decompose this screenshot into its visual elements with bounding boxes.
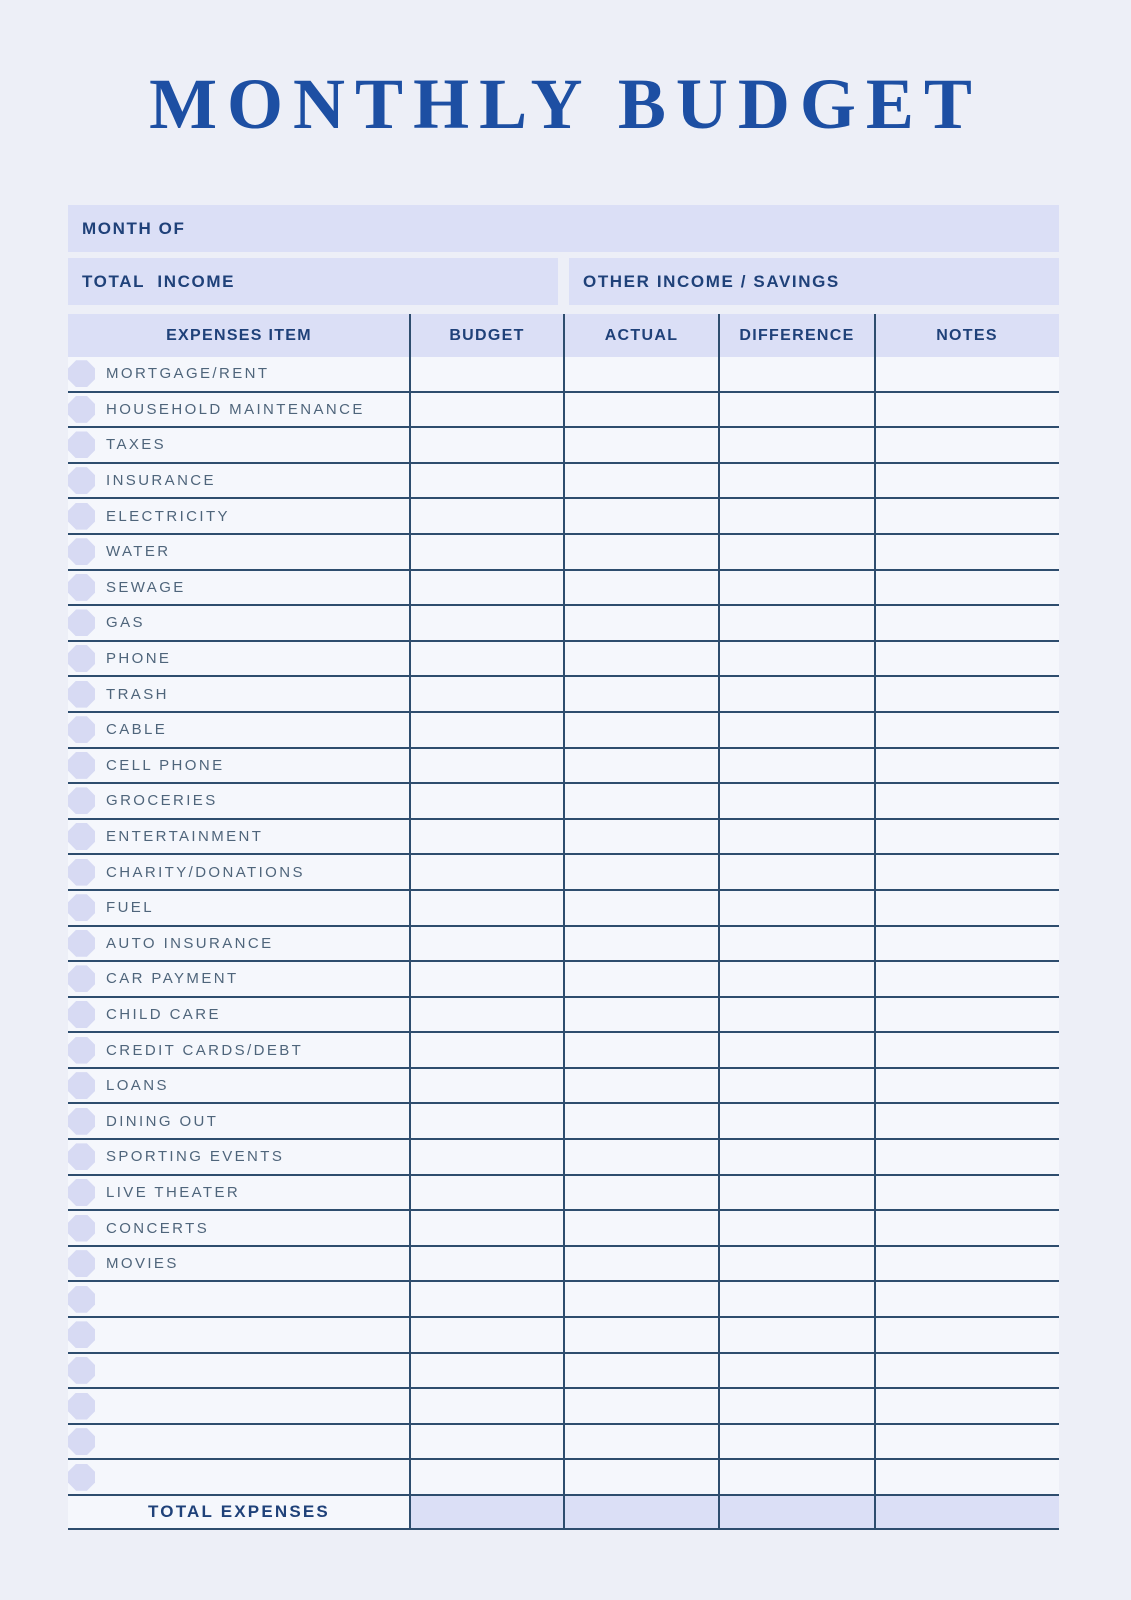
budget-cell[interactable] <box>410 713 564 747</box>
notes-cell[interactable] <box>875 998 1059 1032</box>
other-income-savings-field[interactable] <box>569 258 1059 305</box>
expense-item-cell <box>68 1425 410 1459</box>
expense-item-cell <box>68 1282 410 1316</box>
bullet-icon <box>68 681 95 708</box>
difference-cell[interactable] <box>719 1033 875 1067</box>
budget-cell[interactable] <box>410 677 564 711</box>
bullet-icon <box>68 1321 95 1348</box>
expense-item-label: PHONE <box>106 650 172 668</box>
budget-cell[interactable] <box>410 1318 564 1352</box>
notes-cell[interactable] <box>875 393 1059 427</box>
total-notes-cell[interactable] <box>875 1496 1059 1528</box>
difference-cell[interactable] <box>719 962 875 996</box>
difference-cell[interactable] <box>719 1247 875 1281</box>
actual-cell[interactable] <box>564 1318 719 1352</box>
expense-item-cell <box>68 1318 410 1352</box>
month-of-label: MONTH OF <box>82 218 186 238</box>
budget-cell[interactable] <box>410 962 564 996</box>
notes-cell[interactable] <box>875 1389 1059 1423</box>
expense-item-label: CHILD CARE <box>106 1005 221 1023</box>
difference-cell[interactable] <box>719 891 875 925</box>
expense-item-cell <box>68 677 410 711</box>
expense-item-label: GAS <box>106 614 145 632</box>
budget-cell[interactable] <box>410 1069 564 1103</box>
budget-cell[interactable] <box>410 535 564 569</box>
expense-item-label: CAR PAYMENT <box>106 970 239 988</box>
actual-cell[interactable] <box>564 891 719 925</box>
actual-cell[interactable] <box>564 998 719 1032</box>
notes-cell[interactable] <box>875 1176 1059 1210</box>
bullet-icon <box>68 431 95 458</box>
difference-cell[interactable] <box>719 428 875 462</box>
notes-cell[interactable] <box>875 1460 1059 1494</box>
actual-cell[interactable] <box>564 1282 719 1316</box>
difference-cell[interactable] <box>719 642 875 676</box>
actual-cell[interactable] <box>564 535 719 569</box>
expense-item-label: CELL PHONE <box>106 756 225 774</box>
actual-cell[interactable] <box>564 606 719 640</box>
expense-item-cell <box>68 499 410 533</box>
actual-cell[interactable] <box>564 1389 719 1423</box>
expense-item-cell <box>68 1389 410 1423</box>
expense-item-cell <box>68 357 410 391</box>
expense-item-label: CONCERTS <box>106 1219 210 1237</box>
bullet-icon <box>68 1428 95 1455</box>
bullet-icon <box>68 467 95 494</box>
notes-cell[interactable] <box>875 1069 1059 1103</box>
difference-cell[interactable] <box>719 393 875 427</box>
notes-cell[interactable] <box>875 927 1059 961</box>
total-expenses-label: TOTAL EXPENSES <box>148 1502 330 1521</box>
col-header-notes: NOTES <box>936 326 998 344</box>
actual-cell[interactable] <box>564 1425 719 1459</box>
actual-cell[interactable] <box>564 428 719 462</box>
budget-cell[interactable] <box>410 855 564 889</box>
expense-item-cell <box>68 1033 410 1067</box>
actual-cell[interactable] <box>564 1140 719 1174</box>
expense-item-label: WATER <box>106 543 171 561</box>
actual-cell[interactable] <box>564 571 719 605</box>
budget-cell[interactable] <box>410 1282 564 1316</box>
col-header-actual: ACTUAL <box>604 326 679 344</box>
notes-cell[interactable] <box>875 1211 1059 1245</box>
expense-item-label: ENTERTAINMENT <box>106 828 264 846</box>
difference-cell[interactable] <box>719 1389 875 1423</box>
expense-item-label: GROCERIES <box>106 792 218 810</box>
budget-cell[interactable] <box>410 784 564 818</box>
expense-item-cell <box>68 464 410 498</box>
expense-item-cell <box>68 820 410 854</box>
actual-cell[interactable] <box>564 784 719 818</box>
notes-cell[interactable] <box>875 499 1059 533</box>
notes-cell[interactable] <box>875 1318 1059 1352</box>
total-expenses-label-cell <box>68 1496 410 1528</box>
budget-cell[interactable] <box>410 820 564 854</box>
bullet-icon <box>68 1072 95 1099</box>
bullet-icon <box>68 1357 95 1384</box>
difference-cell[interactable] <box>719 464 875 498</box>
notes-cell[interactable] <box>875 1425 1059 1459</box>
total-income-field[interactable] <box>68 258 558 305</box>
budget-cell[interactable] <box>410 1104 564 1138</box>
notes-cell[interactable] <box>875 642 1059 676</box>
difference-cell[interactable] <box>719 1460 875 1494</box>
bullet-icon <box>68 930 95 957</box>
notes-cell[interactable] <box>875 428 1059 462</box>
col-header-expenses-item: EXPENSES ITEM <box>166 326 312 344</box>
expense-item-cell <box>68 1140 410 1174</box>
notes-cell[interactable] <box>875 784 1059 818</box>
notes-cell[interactable] <box>875 1033 1059 1067</box>
notes-cell[interactable] <box>875 891 1059 925</box>
expense-item-cell <box>68 535 410 569</box>
notes-cell[interactable] <box>875 713 1059 747</box>
expense-item-cell <box>68 1176 410 1210</box>
actual-cell[interactable] <box>564 820 719 854</box>
expense-item-label: MORTGAGE/RENT <box>106 365 270 383</box>
difference-cell[interactable] <box>719 535 875 569</box>
expense-item-cell <box>68 428 410 462</box>
bullet-icon <box>68 1393 95 1420</box>
difference-cell[interactable] <box>719 1069 875 1103</box>
bullet-icon <box>68 716 95 743</box>
expense-item-cell <box>68 749 410 783</box>
expense-item-cell <box>68 962 410 996</box>
bullet-icon <box>68 752 95 779</box>
budget-cell[interactable] <box>410 1460 564 1494</box>
expense-item-cell <box>68 571 410 605</box>
notes-cell[interactable] <box>875 962 1059 996</box>
actual-cell[interactable] <box>564 1176 719 1210</box>
bullet-icon <box>68 1215 95 1242</box>
notes-cell[interactable] <box>875 749 1059 783</box>
bullet-icon <box>68 823 95 850</box>
other-income-savings-label: OTHER INCOME / SAVINGS <box>583 271 840 291</box>
expense-item-label: DINING OUT <box>106 1112 219 1130</box>
expense-item-cell <box>68 998 410 1032</box>
bullet-icon <box>68 1108 95 1135</box>
difference-cell[interactable] <box>719 677 875 711</box>
budget-cell[interactable] <box>410 464 564 498</box>
expense-item-label: FUEL <box>106 899 154 917</box>
actual-cell[interactable] <box>564 962 719 996</box>
bullet-icon <box>68 1143 95 1170</box>
actual-cell[interactable] <box>564 1104 719 1138</box>
difference-cell[interactable] <box>719 820 875 854</box>
bullet-icon <box>68 1464 95 1491</box>
bullet-icon <box>68 1250 95 1277</box>
actual-cell[interactable] <box>564 1247 719 1281</box>
expense-item-label: SEWAGE <box>106 578 186 596</box>
notes-cell[interactable] <box>875 1247 1059 1281</box>
budget-cell[interactable] <box>410 357 564 391</box>
difference-cell[interactable] <box>719 1176 875 1210</box>
col-header-budget: BUDGET <box>449 326 525 344</box>
page-title: MONTHLY BUDGET <box>149 64 982 144</box>
difference-cell[interactable] <box>719 1211 875 1245</box>
difference-cell[interactable] <box>719 713 875 747</box>
expense-item-label: LIVE THEATER <box>106 1183 241 1201</box>
difference-cell[interactable] <box>719 784 875 818</box>
notes-cell[interactable] <box>875 535 1059 569</box>
actual-cell[interactable] <box>564 499 719 533</box>
expense-item-cell <box>68 1069 410 1103</box>
expense-item-label: CHARITY/DONATIONS <box>106 863 305 881</box>
actual-cell[interactable] <box>564 393 719 427</box>
budget-cell[interactable] <box>410 1140 564 1174</box>
budget-cell[interactable] <box>410 749 564 783</box>
total-income-label: TOTAL INCOME <box>82 271 236 291</box>
bullet-icon <box>68 787 95 814</box>
expense-item-cell <box>68 642 410 676</box>
expense-item-label: TRASH <box>106 685 169 703</box>
notes-cell[interactable] <box>875 820 1059 854</box>
budget-cell[interactable] <box>410 1389 564 1423</box>
budget-cell[interactable] <box>410 1425 564 1459</box>
expenses-table <box>68 314 1059 1530</box>
budget-cell[interactable] <box>410 1176 564 1210</box>
actual-cell[interactable] <box>564 1211 719 1245</box>
difference-cell[interactable] <box>719 1354 875 1388</box>
actual-cell[interactable] <box>564 1354 719 1388</box>
month-of-field[interactable] <box>68 205 1059 252</box>
bullet-icon <box>68 859 95 886</box>
expense-item-label: HOUSEHOLD MAINTENANCE <box>106 400 365 418</box>
difference-cell[interactable] <box>719 1425 875 1459</box>
difference-cell[interactable] <box>719 927 875 961</box>
expense-item-label: LOANS <box>106 1077 169 1095</box>
difference-cell[interactable] <box>719 1104 875 1138</box>
notes-cell[interactable] <box>875 606 1059 640</box>
budget-cell[interactable] <box>410 499 564 533</box>
expense-item-label: CREDIT CARDS/DEBT <box>106 1041 304 1059</box>
col-header-difference: DIFFERENCE <box>739 326 855 344</box>
actual-cell[interactable] <box>564 749 719 783</box>
actual-cell[interactable] <box>564 464 719 498</box>
column-divider <box>718 314 720 1530</box>
bullet-icon <box>68 894 95 921</box>
budget-cell[interactable] <box>410 1033 564 1067</box>
expense-item-label: CABLE <box>106 721 168 739</box>
bullet-icon <box>68 574 95 601</box>
budget-cell[interactable] <box>410 571 564 605</box>
expense-item-cell <box>68 784 410 818</box>
budget-cell[interactable] <box>410 642 564 676</box>
column-divider <box>874 314 876 1530</box>
difference-cell[interactable] <box>719 571 875 605</box>
actual-cell[interactable] <box>564 357 719 391</box>
bullet-icon <box>68 965 95 992</box>
notes-cell[interactable] <box>875 1282 1059 1316</box>
notes-cell[interactable] <box>875 1354 1059 1388</box>
expense-item-label: TAXES <box>106 436 167 454</box>
budget-cell[interactable] <box>410 393 564 427</box>
bullet-icon <box>68 396 95 423</box>
actual-cell[interactable] <box>564 677 719 711</box>
actual-cell[interactable] <box>564 1069 719 1103</box>
notes-cell[interactable] <box>875 464 1059 498</box>
bullet-icon <box>68 1001 95 1028</box>
expense-item-label: INSURANCE <box>106 472 216 490</box>
actual-cell[interactable] <box>564 927 719 961</box>
bullet-icon <box>68 538 95 565</box>
total-difference-cell[interactable] <box>719 1496 875 1528</box>
budget-cell[interactable] <box>410 1354 564 1388</box>
expense-item-cell <box>68 606 410 640</box>
column-divider <box>563 314 565 1530</box>
actual-cell[interactable] <box>564 1460 719 1494</box>
total-budget-cell[interactable] <box>410 1496 564 1528</box>
expense-item-cell <box>68 1211 410 1245</box>
actual-cell[interactable] <box>564 855 719 889</box>
difference-cell[interactable] <box>719 357 875 391</box>
expense-item-cell <box>68 891 410 925</box>
difference-cell[interactable] <box>719 998 875 1032</box>
difference-cell[interactable] <box>719 1318 875 1352</box>
expense-item-cell <box>68 393 410 427</box>
expense-item-cell <box>68 713 410 747</box>
bullet-icon <box>68 1286 95 1313</box>
budget-cell[interactable] <box>410 998 564 1032</box>
bullet-icon <box>68 609 95 636</box>
notes-cell[interactable] <box>875 357 1059 391</box>
bullet-icon <box>68 645 95 672</box>
bullet-icon <box>68 360 95 387</box>
expense-item-cell <box>68 927 410 961</box>
bullet-icon <box>68 503 95 530</box>
budget-cell[interactable] <box>410 428 564 462</box>
budget-cell[interactable] <box>410 891 564 925</box>
notes-cell[interactable] <box>875 677 1059 711</box>
difference-cell[interactable] <box>719 1140 875 1174</box>
expense-item-label: SPORTING EVENTS <box>106 1148 285 1166</box>
notes-cell[interactable] <box>875 1140 1059 1174</box>
bullet-icon <box>68 1179 95 1206</box>
expense-item-cell <box>68 1104 410 1138</box>
bullet-icon <box>68 1037 95 1064</box>
expense-item-cell <box>68 1460 410 1494</box>
budget-cell[interactable] <box>410 927 564 961</box>
difference-cell[interactable] <box>719 1282 875 1316</box>
budget-cell[interactable] <box>410 1247 564 1281</box>
difference-cell[interactable] <box>719 606 875 640</box>
expense-item-label: AUTO INSURANCE <box>106 934 274 952</box>
difference-cell[interactable] <box>719 749 875 783</box>
notes-cell[interactable] <box>875 1104 1059 1138</box>
notes-cell[interactable] <box>875 855 1059 889</box>
budget-cell[interactable] <box>410 606 564 640</box>
column-divider <box>409 314 411 1530</box>
budget-cell[interactable] <box>410 1211 564 1245</box>
expense-item-cell <box>68 1354 410 1388</box>
actual-cell[interactable] <box>564 1033 719 1067</box>
actual-cell[interactable] <box>564 713 719 747</box>
expense-item-cell <box>68 1247 410 1281</box>
expense-item-label: ELECTRICITY <box>106 507 230 525</box>
expense-item-label: MOVIES <box>106 1255 179 1273</box>
actual-cell[interactable] <box>564 642 719 676</box>
expense-item-cell <box>68 855 410 889</box>
difference-cell[interactable] <box>719 499 875 533</box>
difference-cell[interactable] <box>719 855 875 889</box>
total-actual-cell[interactable] <box>564 1496 719 1528</box>
notes-cell[interactable] <box>875 571 1059 605</box>
